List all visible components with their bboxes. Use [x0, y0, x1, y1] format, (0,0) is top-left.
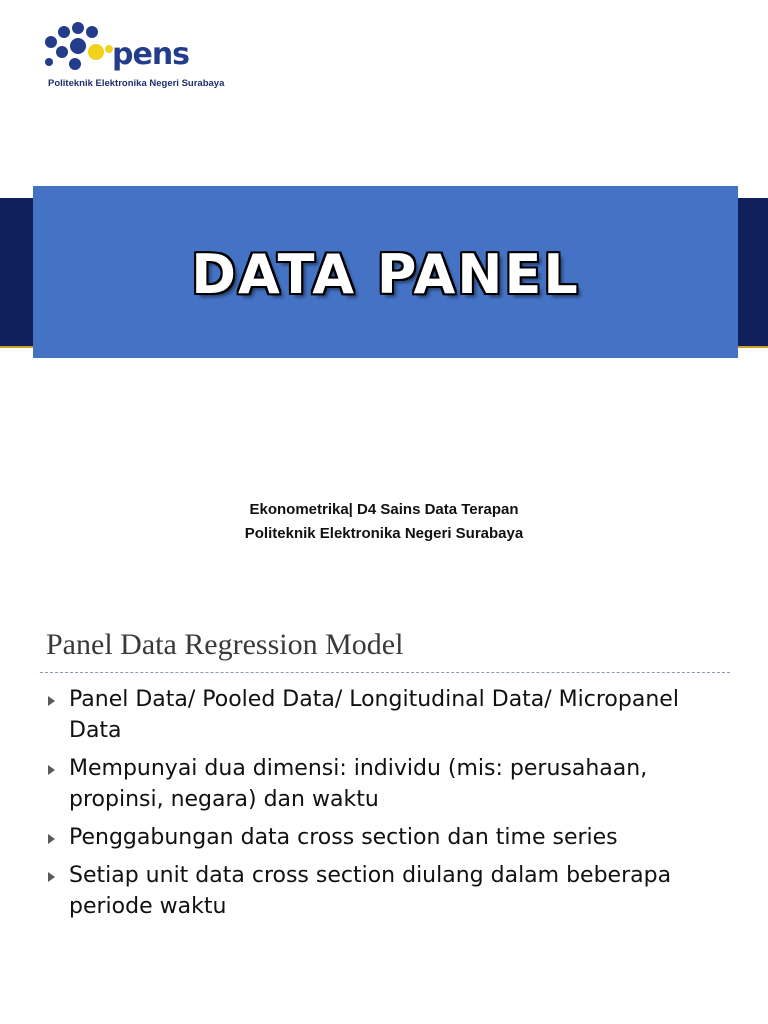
bullet-item — [46, 822, 726, 853]
section-title: Panel Data Regression Model — [46, 628, 404, 661]
bullet-text: Mempunyai dua dimensi: individu (mis: perusahaan, propinsi, negara) dan waktu — [69, 756, 648, 812]
pens-logo — [42, 22, 225, 92]
title-banner — [33, 186, 738, 358]
bullet-item — [46, 860, 726, 922]
triangle-right-icon — [48, 696, 55, 706]
bullet-item — [46, 684, 726, 746]
logo-subtitle: Politeknik Elektronika Negeri Surabaya — [48, 78, 225, 89]
course-subtitle-line2: Politeknik Elektronika Negeri Surabaya — [244, 525, 524, 542]
pens-logo-icon — [42, 22, 114, 72]
logo-wordmark: pens — [112, 37, 190, 72]
triangle-right-icon — [48, 872, 55, 882]
section-divider — [40, 672, 730, 673]
bullet-text: Penggabungan data cross section dan time series — [69, 825, 618, 850]
bullet-list — [46, 684, 726, 929]
bullet-text: Setiap unit data cross section diulang dalam beberapa periode waktu — [69, 863, 672, 919]
course-subtitle-line1: Ekonometrika| D4 Sains Data Terapan — [249, 501, 519, 518]
bullet-text: Panel Data/ Pooled Data/ Longitudinal Data/ Micropanel Data — [69, 687, 679, 743]
page-title: DATA PANEL — [191, 242, 580, 306]
bullet-item — [46, 753, 726, 815]
triangle-right-icon — [48, 765, 55, 775]
course-subtitle — [0, 498, 768, 546]
triangle-right-icon — [48, 834, 55, 844]
